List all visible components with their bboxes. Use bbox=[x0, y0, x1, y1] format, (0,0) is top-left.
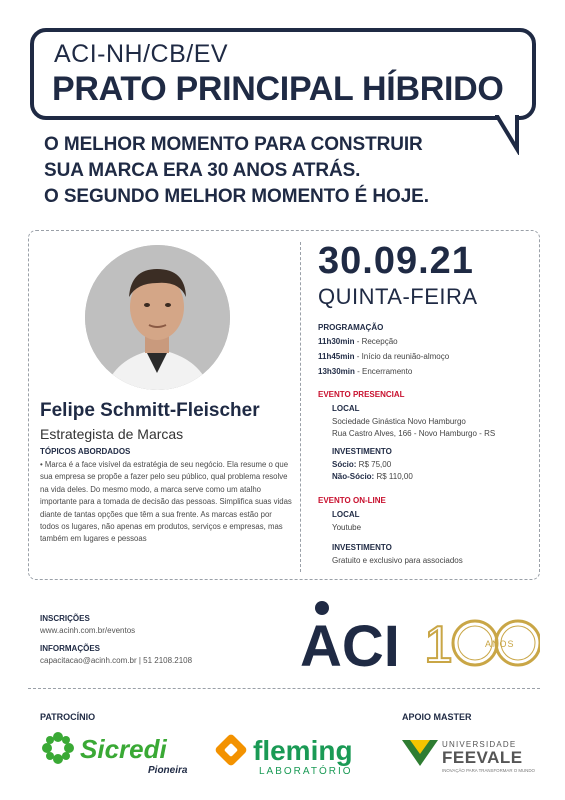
tagline bbox=[44, 132, 504, 210]
socio-price: Sócio: R$ 75,00 bbox=[332, 460, 392, 469]
org-name: ACI-NH/CB/EV bbox=[54, 40, 229, 68]
section-divider bbox=[28, 688, 540, 689]
inscricoes-link[interactable]: www.acinh.com.br/eventos bbox=[40, 626, 136, 635]
presencial-invest-title: INVESTIMENTO bbox=[332, 447, 392, 456]
event-weekday: QUINTA-FEIRA bbox=[318, 284, 478, 309]
speaker-photo bbox=[85, 245, 230, 390]
svg-text:LABORATÓRIO: LABORATÓRIO bbox=[259, 766, 353, 777]
svg-text:Sicredi: Sicredi bbox=[80, 734, 167, 764]
topics-title: TÓPICOS ABORDADOS bbox=[40, 447, 131, 456]
schedule-item: 13h30min - Encerramento bbox=[318, 367, 413, 376]
tagline-line-1: O MELHOR MOMENTO PARA CONSTRUIR bbox=[44, 134, 423, 155]
presencial-local-line2: Rua Castro Alves, 166 - Novo Hamburgo - RS bbox=[332, 429, 496, 438]
svg-text:1: 1 bbox=[424, 616, 453, 674]
svg-text:fleming: fleming bbox=[253, 735, 353, 766]
svg-text:FEEVALE: FEEVALE bbox=[442, 748, 523, 767]
presencial-local-title: LOCAL bbox=[332, 404, 360, 413]
sicredi-logo bbox=[40, 728, 210, 778]
event-date: 30.09.21 bbox=[318, 240, 474, 282]
presencial-title: EVENTO PRESENCIAL bbox=[318, 390, 405, 399]
svg-text:Pioneira: Pioneira bbox=[148, 765, 188, 776]
event-title: PRATO PRINCIPAL HÍBRIDO bbox=[52, 70, 504, 108]
online-title: EVENTO ON-LINE bbox=[318, 496, 386, 505]
svg-text:ANOS: ANOS bbox=[485, 639, 515, 649]
online-invest-value: Gratuito e exclusivo para associados bbox=[332, 556, 463, 565]
informacoes-contact: capacitacao@acinh.com.br | 51 2108.2108 bbox=[40, 656, 193, 665]
program-title: PROGRAMAÇÃO bbox=[318, 323, 384, 332]
svg-text:INOVAÇÃO PARA TRANSFORMAR O MU: INOVAÇÃO PARA TRANSFORMAR O MUNDO bbox=[442, 768, 535, 773]
speaker-name: Felipe Schmitt-Fleischer bbox=[40, 400, 260, 421]
tagline-line-2: SUA MARCA ERA 30 ANOS ATRÁS. bbox=[44, 160, 361, 181]
online-local-title: LOCAL bbox=[332, 510, 360, 519]
aci-100-logo bbox=[300, 596, 540, 676]
patrocinio-title: PATROCÍNIO bbox=[40, 712, 96, 722]
inscricoes-title: INSCRIÇÕES bbox=[40, 614, 90, 623]
column-divider bbox=[300, 242, 301, 572]
apoio-master-title: APOIO MASTER bbox=[402, 712, 472, 722]
fleming-logo bbox=[215, 728, 385, 780]
online-local-value: Youtube bbox=[332, 523, 362, 532]
speaker-role: Estrategista de Marcas bbox=[40, 426, 184, 442]
online-invest-title: INVESTIMENTO bbox=[332, 543, 392, 552]
header-bubble bbox=[30, 28, 536, 120]
nao-socio-price: Não-Sócio: R$ 110,00 bbox=[332, 472, 413, 481]
presencial-local-line1: Sociedade Ginástica Novo Hamburgo bbox=[332, 417, 466, 426]
tagline-line-3: O SEGUNDO MELHOR MOMENTO É HOJE. bbox=[44, 186, 429, 207]
svg-text:ACI: ACI bbox=[300, 614, 400, 676]
informacoes-title: INFORMAÇÕES bbox=[40, 644, 100, 653]
feevale-logo bbox=[400, 730, 540, 780]
topics-text: • Marca é a face visível da estratégia de seu negócio. Ela resume o que sua empresa se propõe a fazer pelo seu público, qual problema resolve na vida deles. Do mesmo modo, a marca serve como um atalho importante para a tomada de decisão das pessoas. Simplifica suas vidas diante de tantas opções que têm a sua frente. As marcas estão por todos os lugares, não apenas em produtos, serviços e empresas, mas também em lugares e pessoas bbox=[40, 460, 292, 544]
svg-text:UNIVERSIDADE: UNIVERSIDADE bbox=[442, 740, 517, 749]
schedule-item: 11h30min - Recepção bbox=[318, 337, 398, 346]
schedule-item: 11h45min - Início da reunião-almoço bbox=[318, 352, 450, 361]
